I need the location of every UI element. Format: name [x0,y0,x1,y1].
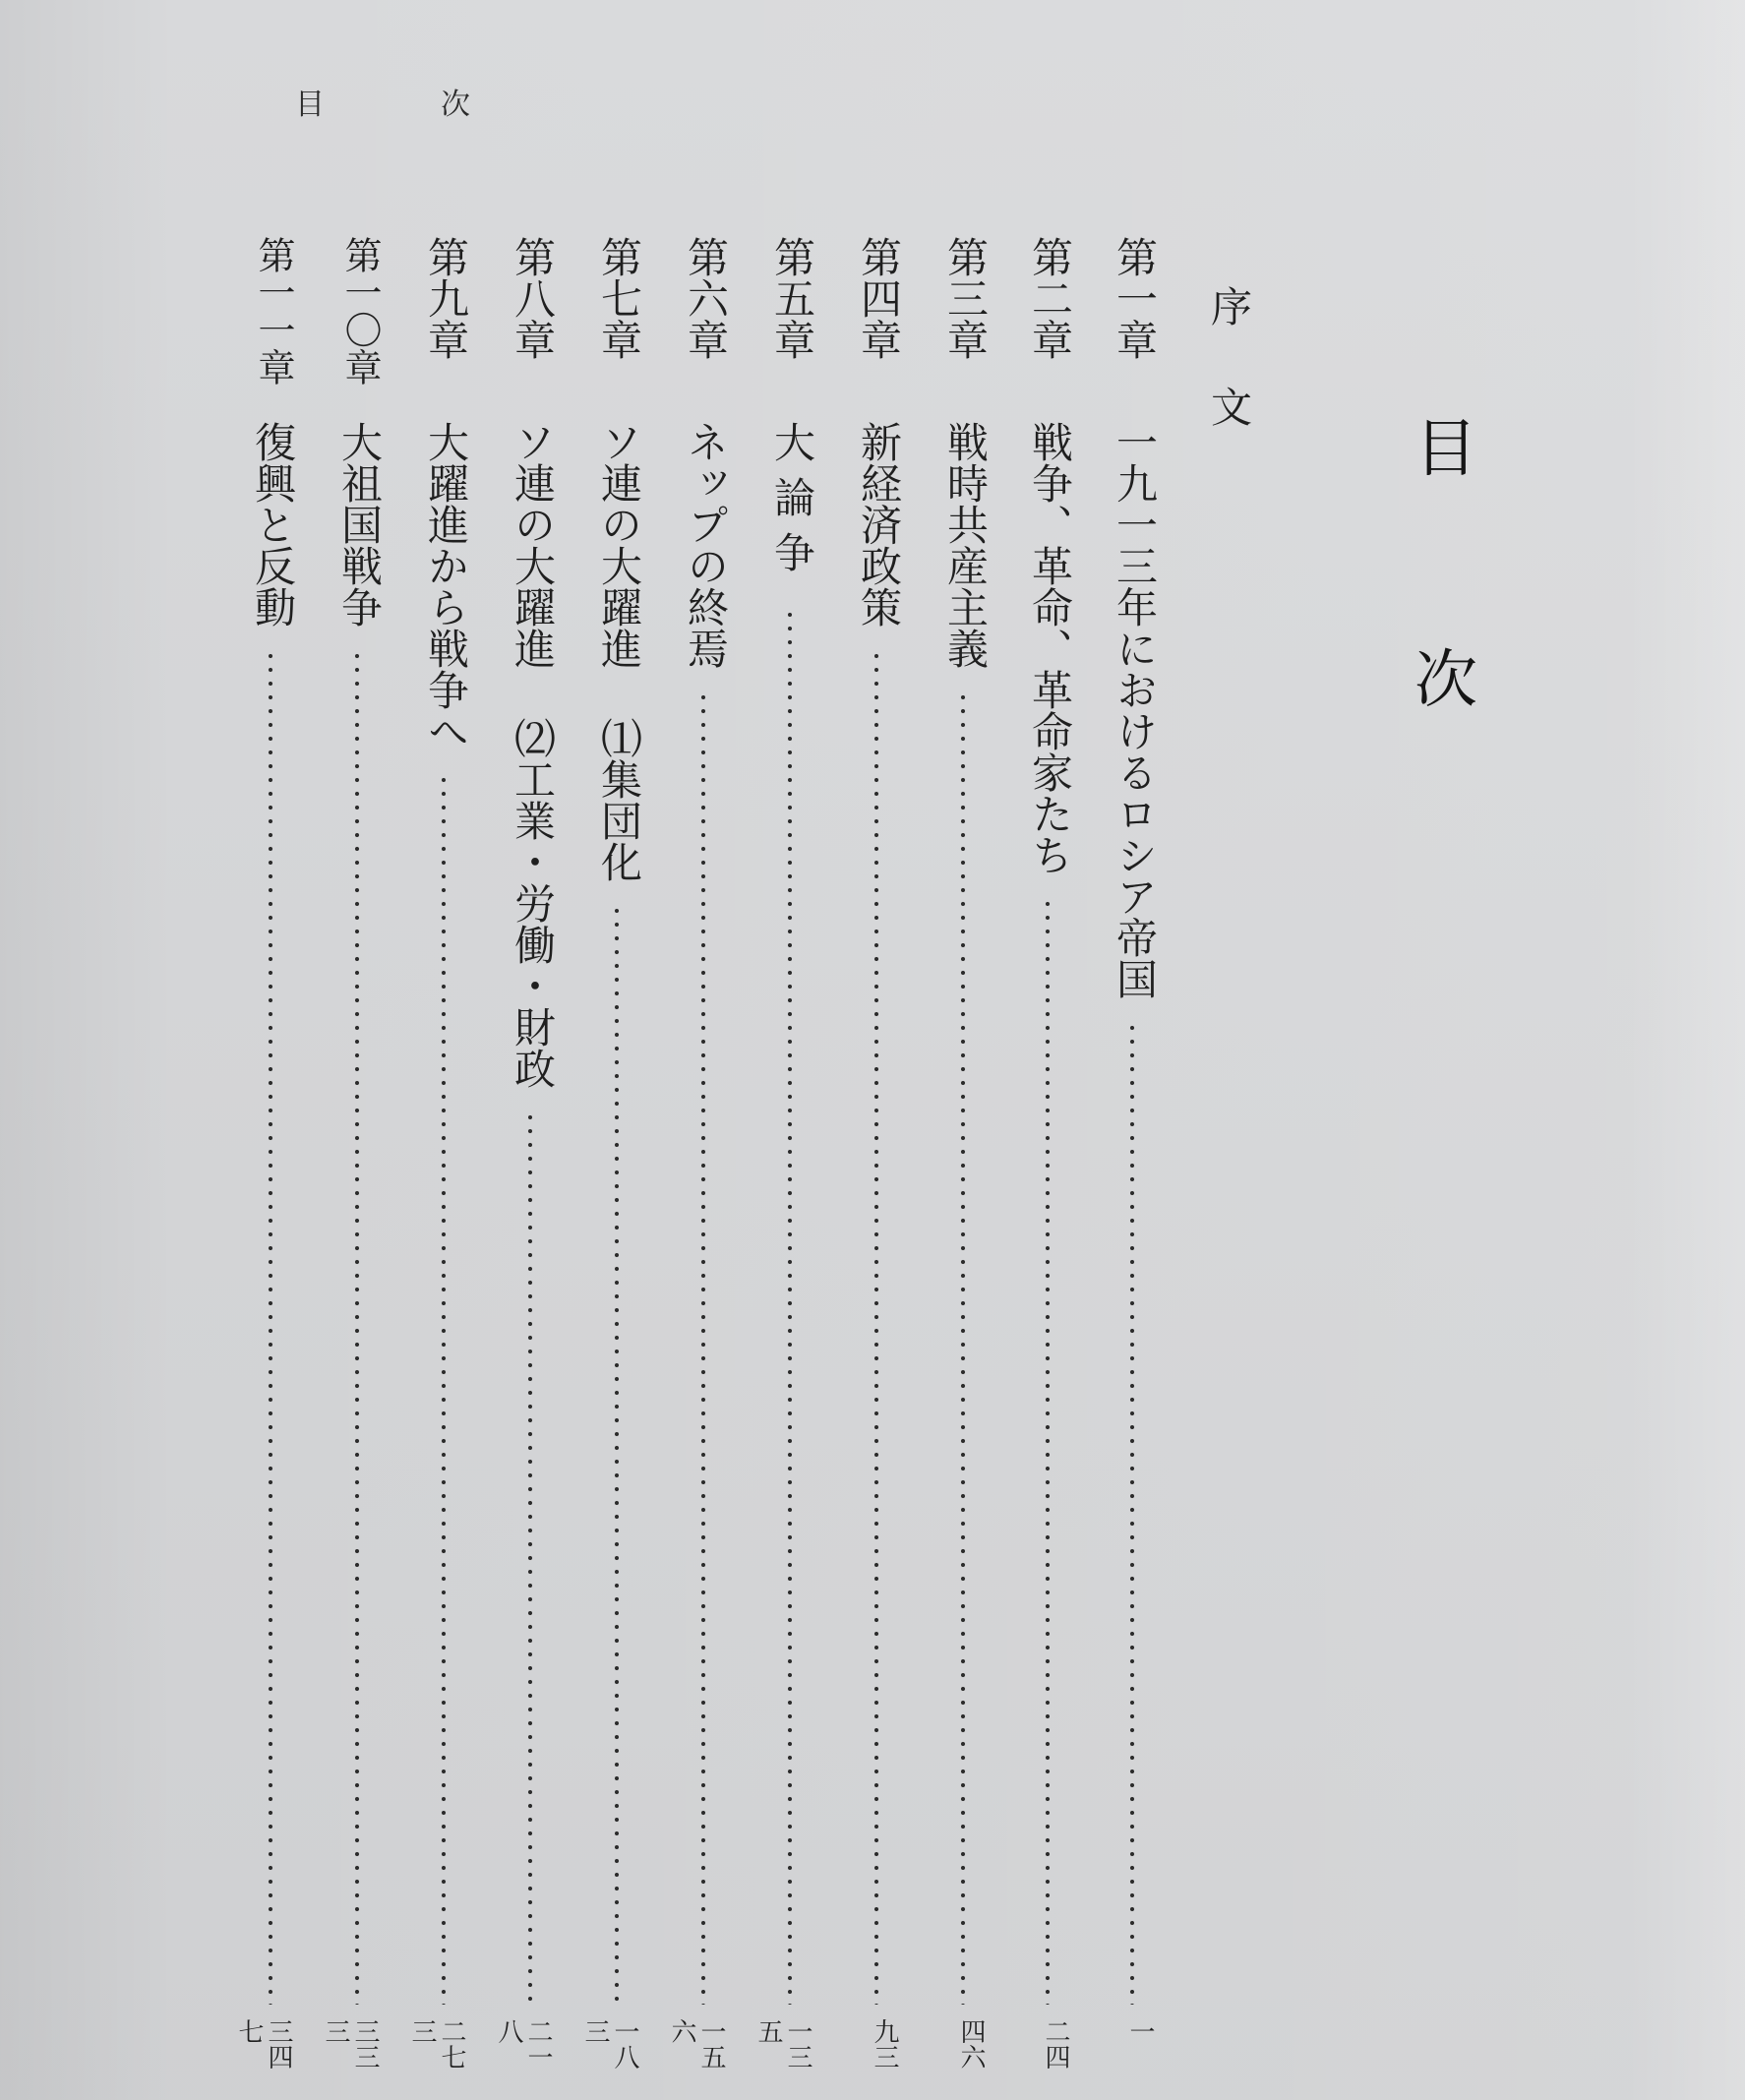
chapter-page-number: 三四七 [234,2018,293,2070]
chapter-page-number: 四六 [956,2018,986,2070]
chapter-page-number: 二七三 [407,2018,466,2070]
dot-leader [527,1110,533,2005]
chapter-number: 第九章 [422,236,470,360]
dot-leader [1045,897,1051,2005]
chapter-number: 第一章 [1111,236,1159,360]
dot-leader [873,649,879,2005]
chapter-number: 第三章 [941,236,990,360]
toc-entry-chapter-10[interactable] [321,236,384,2075]
chapter-title: 一九一三年におけるロシア帝国 [1111,421,1159,999]
toc-title-char-1: 目 [1414,413,1477,486]
chapter-number: 第五章 [768,236,816,360]
dot-leader [787,608,793,2005]
chapter-title: 復興と反動 [249,421,297,628]
dot-leader [960,690,966,2005]
dot-leader [700,690,706,2005]
toc-entry-chapter-6[interactable] [667,236,730,2075]
chapter-title: 大躍進から戦争へ [422,421,470,751]
chapter-page-number: 二一八 [494,2018,553,2070]
toc-entry-chapter-4[interactable] [854,236,903,2075]
chapter-page-number: 三三三 [321,2018,380,2070]
chapter-number: 第七章 [595,236,643,360]
dot-leader [1129,1021,1135,2005]
chapter-page-number: 二四 [1041,2018,1070,2070]
toc-entry-chapter-7[interactable] [580,236,643,2075]
chapter-number: 第六章 [682,236,730,360]
running-head-char-1: 目 [295,88,325,122]
page-edge-shading [1627,0,1745,2100]
chapter-title: 戦時共産主義 [941,421,990,669]
chapter-title: ソ連の大躍進 ⑴集団化 [595,421,643,882]
chapter-title: ソ連の大躍進 ⑵工業・労働・財政 [509,421,557,1089]
chapter-number: 第一一章 [252,236,295,386]
chapter-number: 第一〇章 [338,236,382,386]
chapter-page-number: 一三五 [753,2018,812,2070]
toc-preface: 序文 [1205,285,1253,486]
chapter-title: ネップの終焉 [682,421,730,669]
chapter-page-number: 一五六 [667,2018,726,2070]
dot-leader [614,904,620,2005]
chapter-page-number: 九三 [870,2018,899,2070]
chapter-title: 戦争、革命、革命家たち [1026,421,1074,875]
toc-entry-chapter-3[interactable] [940,236,990,2075]
chapter-page-number: 一 [1125,2018,1155,2044]
dot-leader [268,649,273,2005]
chapter-title: 新経済政策 [855,421,903,628]
running-head-char-2: 次 [441,88,470,122]
toc-entry-chapter-2[interactable] [1025,236,1074,2075]
toc-entry-chapter-8[interactable] [494,236,557,2075]
chapter-page-number: 一八三 [580,2018,639,2070]
toc-entry-chapter-9[interactable] [407,236,470,2075]
dot-leader [441,773,447,2005]
chapter-number: 第二章 [1026,236,1074,360]
dot-leader [354,649,360,2005]
chapter-number: 第八章 [509,236,557,360]
chapter-number: 第四章 [855,236,903,360]
toc-title-char-2: 次 [1414,644,1477,717]
chapter-title: 大祖国戦争 [335,421,384,628]
chapter-title: 大論争 [768,421,816,586]
toc-entry-chapter-5[interactable] [753,236,816,2075]
toc-entry-chapter-1[interactable] [1110,236,1159,2075]
toc-entry-chapter-11[interactable] [234,236,297,2075]
